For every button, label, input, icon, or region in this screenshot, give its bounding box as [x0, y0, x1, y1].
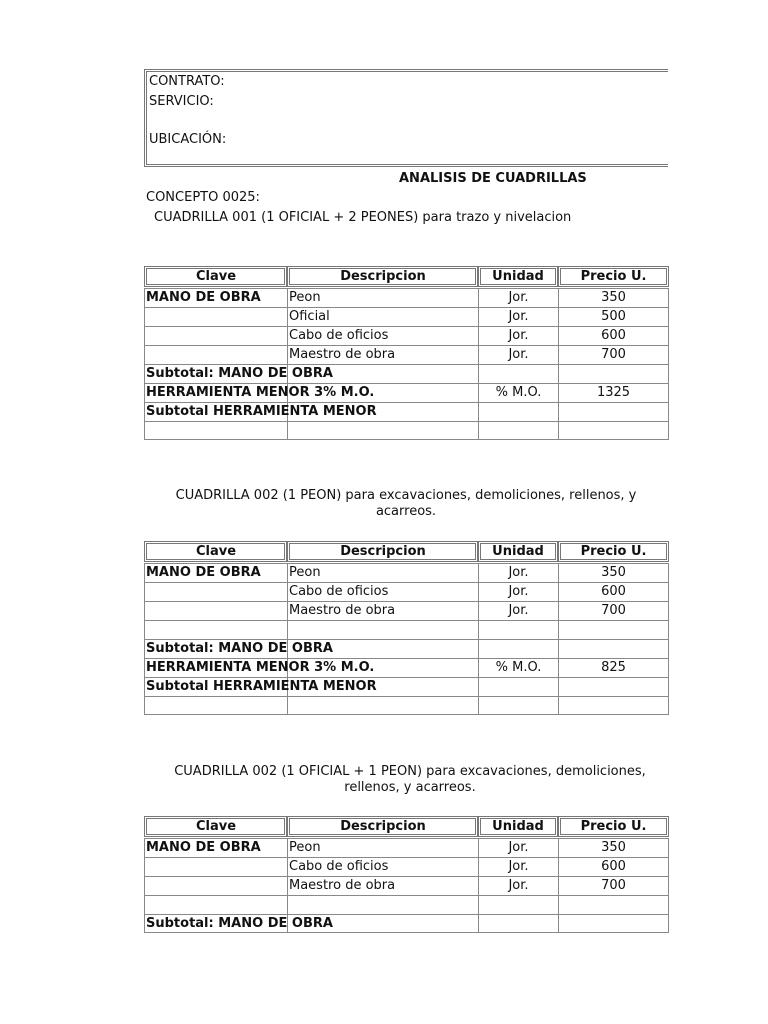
cell-clave: [144, 696, 287, 715]
table-row: [144, 639, 669, 658]
cell-descripcion: Peon: [287, 288, 478, 307]
table-row: [144, 364, 669, 383]
cell-clave: [144, 895, 287, 914]
table-row: [144, 601, 669, 620]
table-row: [144, 563, 669, 582]
column-header-clave: Clave: [144, 541, 287, 562]
cell-clave: Subtotal HERRAMIENTA MENOR: [146, 679, 377, 694]
cell-clave: [144, 876, 287, 895]
cell-clave: Subtotal: MANO DE OBRA: [146, 916, 333, 931]
cell-clave: [144, 857, 287, 876]
cell-precio: 350: [558, 838, 669, 857]
cell-clave: MANO DE OBRA: [144, 288, 287, 307]
cell-unidad: [478, 364, 558, 383]
table-row: [144, 326, 669, 345]
cell-unidad: % M.O.: [478, 383, 558, 402]
column-header-descripcion: Descripcion: [287, 266, 478, 287]
cell-unidad: [478, 402, 558, 421]
cell-unidad: Jor.: [478, 345, 558, 364]
table-header-row: [144, 816, 669, 837]
cell-precio: 600: [558, 326, 669, 345]
cell-unidad: [478, 696, 558, 715]
cell-unidad: [478, 895, 558, 914]
cell-unidad: Jor.: [478, 838, 558, 857]
cell-clave: [144, 326, 287, 345]
cell-descripcion: Oficial: [287, 307, 478, 326]
table-row: [144, 838, 669, 857]
table-row: [144, 857, 669, 876]
cell-descripcion: Maestro de obra: [287, 601, 478, 620]
cell-unidad: [478, 677, 558, 696]
cell-clave: HERRAMIENTA MENOR 3% M.O.: [146, 385, 375, 400]
table-row: [144, 620, 669, 639]
cell-descripcion: Cabo de oficios: [287, 857, 478, 876]
cell-clave: [144, 421, 287, 440]
cell-clave: Subtotal HERRAMIENTA MENOR: [146, 404, 377, 419]
table-row: [144, 914, 669, 933]
column-header-descripcion: Descripcion: [287, 816, 478, 837]
column-header-unidad: Unidad: [478, 541, 558, 562]
column-header-descripcion: Descripcion: [287, 541, 478, 562]
table-row: [144, 288, 669, 307]
cell-clave: [144, 620, 287, 639]
contrato-label: CONTRATO:: [149, 74, 225, 89]
cell-unidad: [478, 639, 558, 658]
table-row: [144, 677, 669, 696]
page-title: ANALISIS DE CUADRILLAS: [399, 171, 587, 186]
cell-unidad: Jor.: [478, 876, 558, 895]
servicio-label: SERVICIO:: [149, 94, 214, 109]
cell-precio: [558, 620, 669, 639]
cell-descripcion: Maestro de obra: [287, 876, 478, 895]
cell-unidad: Jor.: [478, 857, 558, 876]
column-header-precio: Precio U.: [558, 816, 669, 837]
cell-precio: [558, 364, 669, 383]
cell-precio: 600: [558, 857, 669, 876]
cell-unidad: Jor.: [478, 326, 558, 345]
table-row: [144, 307, 669, 326]
cell-clave: [144, 601, 287, 620]
section-caption: CUADRILLA 001 (1 OFICIAL + 2 PEONES) para trazo y nivelacion: [154, 210, 572, 225]
cell-clave: Subtotal: MANO DE OBRA: [146, 366, 333, 381]
ubicacion-label: UBICACIÓN:: [149, 132, 227, 147]
table-row: [144, 696, 669, 715]
table-header-row: [144, 266, 669, 287]
cell-precio: 350: [558, 563, 669, 582]
caption-line: acarreos.: [375, 504, 437, 519]
cell-descripcion: Peon: [287, 838, 478, 857]
cell-precio: 350: [558, 288, 669, 307]
table-row: [144, 895, 669, 914]
cell-unidad: Jor.: [478, 288, 558, 307]
cell-precio: 500: [558, 307, 669, 326]
cell-precio: [558, 402, 669, 421]
cell-unidad: Jor.: [478, 307, 558, 326]
cell-clave: [144, 345, 287, 364]
cell-precio: [558, 421, 669, 440]
cell-clave: HERRAMIENTA MENOR 3% M.O.: [146, 660, 375, 675]
cell-unidad: [478, 914, 558, 933]
cell-unidad: Jor.: [478, 601, 558, 620]
caption-line: rellenos, y acarreos.: [344, 780, 476, 795]
table-row: [144, 345, 669, 364]
cell-precio: 700: [558, 601, 669, 620]
cell-clave: Subtotal: MANO DE OBRA: [146, 641, 333, 656]
cell-precio: 825: [558, 658, 669, 677]
table-row: [144, 582, 669, 601]
section-caption: [144, 764, 676, 796]
cell-descripcion: [287, 895, 478, 914]
cell-unidad: Jor.: [478, 563, 558, 582]
caption-line: CUADRILLA 002 (1 OFICIAL + 1 PEON) para excavaciones, demoliciones,: [174, 764, 646, 779]
cell-unidad: % M.O.: [478, 658, 558, 677]
cell-clave: [144, 307, 287, 326]
cell-descripcion: Cabo de oficios: [287, 326, 478, 345]
cell-precio: 600: [558, 582, 669, 601]
cell-precio: [558, 639, 669, 658]
cell-precio: 700: [558, 345, 669, 364]
cell-descripcion: [287, 421, 478, 440]
caption-line: CUADRILLA 002 (1 PEON) para excavaciones, demoliciones, rellenos, y: [175, 488, 637, 503]
table-row: [144, 876, 669, 895]
cell-precio: [558, 696, 669, 715]
concepto-label: CONCEPTO 0025:: [146, 190, 260, 205]
table-row: [144, 383, 669, 402]
column-header-unidad: Unidad: [478, 816, 558, 837]
cell-precio: 1325: [558, 383, 669, 402]
cell-precio: 700: [558, 876, 669, 895]
cell-precio: [558, 914, 669, 933]
column-header-clave: Clave: [144, 816, 287, 837]
cell-unidad: [478, 421, 558, 440]
table-row: [144, 402, 669, 421]
cell-precio: [558, 677, 669, 696]
cell-precio: [558, 895, 669, 914]
column-header-unidad: Unidad: [478, 266, 558, 287]
column-header-clave: Clave: [144, 266, 287, 287]
cell-descripcion: Maestro de obra: [287, 345, 478, 364]
cell-clave: MANO DE OBRA: [144, 838, 287, 857]
cell-descripcion: Cabo de oficios: [287, 582, 478, 601]
cell-descripcion: Peon: [287, 563, 478, 582]
table-header-row: [144, 541, 669, 562]
cell-unidad: Jor.: [478, 582, 558, 601]
cell-unidad: [478, 620, 558, 639]
column-header-precio: Precio U.: [558, 266, 669, 287]
contract-header-box: [144, 69, 668, 167]
cell-clave: [144, 582, 287, 601]
column-header-precio: Precio U.: [558, 541, 669, 562]
cell-descripcion: [287, 620, 478, 639]
cell-clave: MANO DE OBRA: [144, 563, 287, 582]
table-row: [144, 658, 669, 677]
table-row: [144, 421, 669, 440]
cell-descripcion: [287, 696, 478, 715]
section-caption: [144, 488, 668, 520]
